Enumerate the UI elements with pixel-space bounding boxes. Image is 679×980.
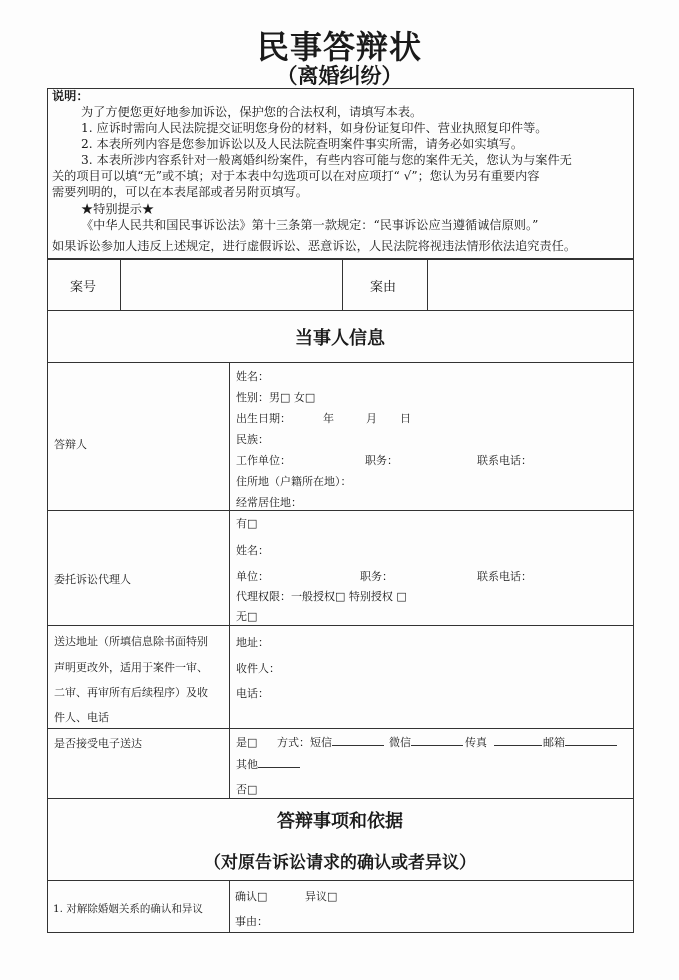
service-label-line: 声明更改外，适用于案件一审、 <box>54 661 208 674</box>
item-1-reason[interactable]: 事由： <box>235 915 268 928</box>
instructions-item-3-cont2: 需要列明的，可以在本表尾部或者另附页填写。 <box>52 185 308 199</box>
divider <box>47 362 634 363</box>
item-1-object-checkbox[interactable]: 异议□ <box>305 890 338 903</box>
agent-name[interactable]: 姓名： <box>236 544 269 557</box>
defense-heading: 答辩事项和依据 <box>277 811 403 832</box>
respondent-residence[interactable]: 经常居住地： <box>236 496 302 509</box>
divider <box>47 310 634 311</box>
electronic-method-email[interactable] <box>543 734 617 750</box>
other-label: 其他 <box>236 758 258 771</box>
respondent-domicile[interactable]: 住所地（户籍所在地）： <box>236 475 352 488</box>
special-notice-heading: ★特别提示★ <box>81 202 155 216</box>
instructions-item-1: 1. 应诉时需向人民法院提交证明您身份的材料，如身份证复印件、营业执照复印件等。 <box>81 121 548 135</box>
case-cause-label: 案由 <box>370 280 397 295</box>
electronic-service-label: 是否接受电子送达 <box>54 737 142 750</box>
agent-unit[interactable]: 单位： <box>236 570 269 583</box>
email-label: 邮箱 <box>543 736 565 749</box>
email-blank[interactable] <box>565 735 617 746</box>
document-subtitle: （离婚纠纷） <box>276 63 403 88</box>
divider <box>47 880 634 881</box>
document-title: 民事答辩状 <box>256 28 422 66</box>
service-label-line: 送达地址（所填信息除书面特别 <box>54 635 208 648</box>
agent-yes-checkbox[interactable]: 有□ <box>236 517 258 530</box>
agent-position[interactable]: 职务： <box>360 570 393 583</box>
sms-label: 方式：短信 <box>277 736 332 749</box>
agent-phone[interactable]: 联系电话： <box>477 570 532 583</box>
defense-subheading: （对原告诉讼请求的确认或者异议） <box>204 853 476 873</box>
respondent-phone[interactable]: 联系电话： <box>477 454 532 467</box>
electronic-method-fax[interactable] <box>465 734 542 750</box>
other-blank[interactable] <box>258 757 300 768</box>
respondent-gender[interactable]: 性别：男□ 女□ <box>236 391 316 404</box>
party-info-heading: 当事人信息 <box>295 328 385 349</box>
sms-blank[interactable] <box>332 735 384 746</box>
respondent-birth-month: 月 <box>366 412 377 425</box>
divider <box>229 362 230 798</box>
service-recipient[interactable]: 收件人： <box>236 662 280 675</box>
agent-no-checkbox[interactable]: 无□ <box>236 610 258 623</box>
respondent-position[interactable]: 职务： <box>365 454 398 467</box>
respondent-birth-label[interactable]: 出生日期： <box>236 412 291 425</box>
respondent-employer[interactable]: 工作单位： <box>236 454 291 467</box>
divider <box>47 728 634 729</box>
electronic-method-sms[interactable] <box>277 734 384 750</box>
wechat-label: 微信 <box>389 736 411 749</box>
divider <box>47 798 634 799</box>
electronic-yes-checkbox[interactable]: 是□ <box>236 736 258 749</box>
respondent-birth-day: 日 <box>400 412 411 425</box>
fax-blank[interactable] <box>494 735 542 746</box>
case-number-field[interactable] <box>121 259 341 309</box>
special-notice-line-1: 《中华人民共和国民事诉讼法》第十三条第一款规定：“民事诉讼应当遵循诚信原则。” <box>81 218 539 232</box>
case-cause-field[interactable] <box>428 259 632 309</box>
service-address[interactable]: 地址： <box>236 636 269 649</box>
special-notice-line-2: 如果诉讼参加人违反上述规定，进行虚假诉讼、恶意诉讼，人民法院将视违法情形依法追究责任。 <box>52 239 577 253</box>
item-1-confirm-checkbox[interactable]: 确认□ <box>235 890 268 903</box>
item-1-label: 1. 对解除婚姻关系的确认和异议 <box>53 903 203 915</box>
instructions-intro: 为了方便您更好地参加诉讼，保护您的合法权利，请填写本表。 <box>81 105 423 119</box>
instructions-item-3-cont: 关的项目可以填“无”或不填；对于本表中勾选项可以在对应项打“ √”；您认为另有重要内容 <box>52 169 540 183</box>
electronic-no-checkbox[interactable]: 否□ <box>236 783 258 796</box>
respondent-label: 答辩人 <box>54 438 87 451</box>
divider <box>342 258 343 310</box>
respondent-ethnicity[interactable]: 民族： <box>236 433 269 446</box>
service-label-line: 二审、再审所有后续程序）及收 <box>54 686 208 699</box>
service-label-line: 件人、电话 <box>54 711 109 724</box>
service-phone[interactable]: 电话： <box>236 687 269 700</box>
fax-label: 传真 <box>465 736 487 749</box>
instructions-heading: 说明： <box>52 89 89 103</box>
divider <box>47 625 634 626</box>
divider <box>229 880 230 933</box>
wechat-blank[interactable] <box>411 735 463 746</box>
electronic-method-wechat[interactable] <box>389 734 463 750</box>
divider <box>47 510 634 511</box>
case-number-label: 案号 <box>70 280 97 295</box>
electronic-method-other[interactable] <box>236 756 300 772</box>
respondent-birth-year: 年 <box>323 412 334 425</box>
instructions-item-2: 2. 本表所列内容是您参加诉讼以及人民法院查明案件事实所需，请务必如实填写。 <box>81 137 524 151</box>
agent-label: 委托诉讼代理人 <box>54 573 131 586</box>
instructions-item-3: 3. 本表所涉内容系针对一般离婚纠纷案件，有些内容可能与您的案件无关，您认为与案件无 <box>81 153 572 167</box>
agent-authority[interactable]: 代理权限：一般授权□ 特别授权 □ <box>236 590 407 603</box>
respondent-name[interactable]: 姓名： <box>236 370 269 383</box>
